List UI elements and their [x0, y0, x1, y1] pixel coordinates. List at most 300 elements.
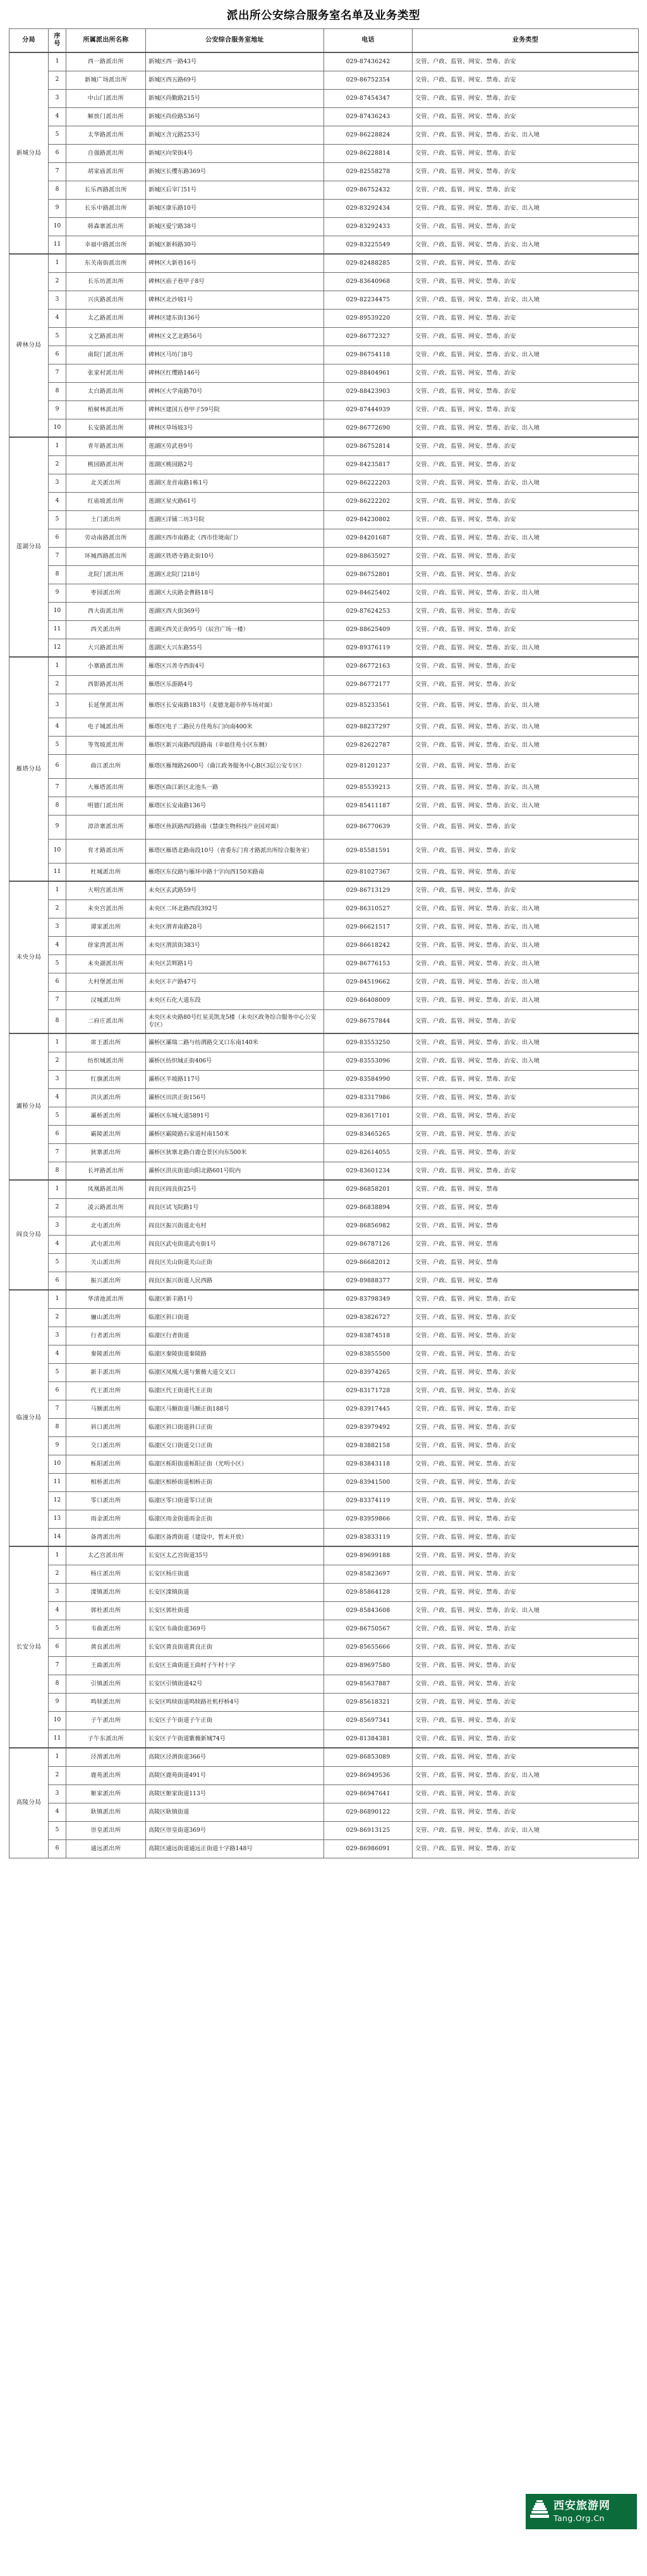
station-name-cell: 幸福中路派出所 — [66, 236, 146, 254]
address-cell: 灞桥区半坡路117号 — [146, 1070, 324, 1088]
phone-cell[interactable]: 029-86770639 — [324, 815, 413, 839]
business-type-cell: 交管、户政、监管、网安、禁毒、治安 — [413, 881, 639, 900]
table-row — [9, 364, 639, 382]
phone-cell[interactable]: 029-86858201 — [324, 1180, 413, 1198]
table-row — [9, 1473, 639, 1491]
address-cell: 碑林区文艺北路56号 — [146, 327, 324, 346]
phone-cell[interactable]: 029-87454347 — [324, 89, 413, 107]
index-cell: 8 — [49, 1675, 66, 1693]
address-cell: 临潼区栎阳街道栎阳正街（光明小区） — [146, 1455, 324, 1473]
watermark-domain: Tang.Org.Cn — [553, 2513, 605, 2523]
branch-label: 灞桥分局 — [16, 1103, 42, 1110]
phone-cell[interactable]: 029-89376119 — [324, 639, 413, 657]
business-type-cell: 交管、户政、监管、网安、禁毒、治安、出入境 — [413, 778, 639, 797]
index-cell: 5 — [49, 1107, 66, 1125]
phone-cell[interactable]: 029-86772327 — [324, 327, 413, 346]
address-cell: 未央区石化大道东段 — [146, 991, 324, 1009]
index-cell: 7 — [49, 991, 66, 1009]
phone-cell[interactable]: 029-82614055 — [324, 1143, 413, 1162]
address-cell: 雁塔区雁塔北路南段10号（省委东门育才路派出所综合服务室） — [146, 839, 324, 863]
phone-cell[interactable]: 029-83553096 — [324, 1052, 413, 1070]
table-row — [9, 718, 639, 736]
table-row — [9, 547, 639, 565]
phone-cell[interactable]: 029-84625402 — [324, 584, 413, 602]
index-cell: 3 — [49, 1070, 66, 1088]
index-cell: 2 — [49, 455, 66, 474]
station-name-cell: 秦陵派出所 — [66, 1345, 146, 1363]
index-cell: 3 — [49, 1217, 66, 1235]
address-cell: 临潼区马额街道马额正街188号 — [146, 1400, 324, 1418]
table-row — [9, 107, 639, 126]
index-cell: 13 — [49, 1510, 66, 1528]
business-type-cell: 交管、户政、监管、网安、禁毒、治安 — [413, 1345, 639, 1363]
business-type-cell: 交管、户政、监管、网安、禁毒 — [413, 1217, 639, 1235]
business-type-cell: 交管、户政、监管、网安、禁毒、治安 — [413, 1656, 639, 1675]
index-cell: 4 — [49, 718, 66, 736]
station-name-cell: 青年路派出所 — [66, 437, 146, 455]
business-type-cell: 交管、户政、监管、网安、禁毒、治安 — [413, 107, 639, 126]
address-cell: 碑林区大学南路70号 — [146, 382, 324, 400]
business-type-cell: 交管、户政、监管、网安、禁毒、治安 — [413, 1107, 639, 1125]
table-row — [9, 1033, 639, 1052]
address-cell: 未央区玄武路59号 — [146, 881, 324, 900]
phone-cell[interactable]: 029-82558278 — [324, 162, 413, 181]
business-type-cell: 交管、户政、监管、网安、禁毒、治安 — [413, 675, 639, 694]
phone-cell[interactable]: 029-88635927 — [324, 547, 413, 565]
index-cell: 4 — [49, 107, 66, 126]
table-row — [9, 474, 639, 492]
phone-cell[interactable]: 029-83640968 — [324, 272, 413, 291]
table-row — [9, 1162, 639, 1180]
column-header-branch: 分局 — [9, 29, 49, 53]
table-row — [9, 1235, 639, 1253]
index-cell: 7 — [49, 364, 66, 382]
address-cell: 长安区太乙宫街道35号 — [146, 1546, 324, 1565]
business-type-cell: 交管、户政、监管、网安、禁毒、治安 — [413, 1125, 639, 1143]
table-row — [9, 1253, 639, 1272]
table-row — [9, 1308, 639, 1327]
station-name-cell: 新城广场派出所 — [66, 71, 146, 89]
station-name-cell: 长坪路派出所 — [66, 1162, 146, 1180]
station-name-cell: 明德门派出所 — [66, 797, 146, 815]
index-cell: 2 — [49, 900, 66, 918]
business-type-cell: 交管、户政、监管、网安、禁毒、治安 — [413, 1327, 639, 1345]
business-type-cell: 交管、户政、监管、网安、禁毒、治安 — [413, 1381, 639, 1400]
index-cell: 11 — [49, 620, 66, 639]
station-name-cell: 土门派出所 — [66, 510, 146, 529]
address-cell: 新城区尚勤路215号 — [146, 89, 324, 107]
index-cell: 2 — [49, 1308, 66, 1327]
phone-cell[interactable]: 029-85864128 — [324, 1583, 413, 1601]
table-row — [9, 1125, 639, 1143]
phone-cell[interactable]: 029-85823697 — [324, 1565, 413, 1583]
index-cell: 10 — [49, 602, 66, 620]
index-cell: 7 — [49, 1656, 66, 1675]
address-cell: 未央区未央路80号红星美凯龙5楼（未央区政务综合服务中心公安专区） — [146, 1009, 324, 1033]
phone-cell[interactable]: 029-85411187 — [324, 797, 413, 815]
phone-cell[interactable]: 029-85233561 — [324, 694, 413, 718]
table-row — [9, 1009, 639, 1033]
table-row — [9, 1601, 639, 1620]
table-row — [9, 736, 639, 754]
phone-cell[interactable]: 029-86750567 — [324, 1620, 413, 1638]
business-type-cell: 交管、户政、监管、网安、禁毒、治安 — [413, 1620, 639, 1638]
address-cell: 碑林区庙子巷甲子8号 — [146, 272, 324, 291]
station-name-cell: 电子城派出所 — [66, 718, 146, 736]
table-row — [9, 1381, 639, 1400]
index-cell: 8 — [49, 1162, 66, 1180]
station-name-cell: 振兴派出所 — [66, 1272, 146, 1290]
address-cell: 灞桥区田洪正街156号 — [146, 1088, 324, 1107]
table-row — [9, 900, 639, 918]
table-row — [9, 1363, 639, 1381]
table-body — [9, 52, 639, 1858]
business-type-cell: 交管、户政、监管、网安、禁毒、治安 — [413, 510, 639, 529]
table-row — [9, 1107, 639, 1125]
phone-cell[interactable]: 029-85637887 — [324, 1675, 413, 1693]
address-cell: 雁塔区雁翔路2600号（曲江政务服务中心B区3层公安专区） — [146, 754, 324, 778]
station-name-cell: 大雁塔派出所 — [66, 778, 146, 797]
station-name-cell: 子午东派出所 — [66, 1730, 146, 1748]
station-name-cell: 姬家派出所 — [66, 1785, 146, 1803]
address-cell: 临潼区凤凰大道与紫薇大道交叉口 — [146, 1363, 324, 1381]
phone-cell[interactable]: 029-84230802 — [324, 510, 413, 529]
business-type-cell: 交管、户政、监管、网安、禁毒、治安、出入境 — [413, 718, 639, 736]
business-type-cell: 交管、户政、监管、网安、禁毒、治安、出入境 — [413, 419, 639, 437]
phone-cell[interactable]: 029-89699188 — [324, 1546, 413, 1565]
address-cell: 阎良区关山街道关山正街 — [146, 1253, 324, 1272]
table-row — [9, 1290, 639, 1308]
phone-cell[interactable]: 029-83833119 — [324, 1528, 413, 1546]
business-type-cell: 交管、户政、监管、网安、禁毒、治安 — [413, 620, 639, 639]
column-header-station: 所属派出所名称 — [66, 29, 146, 53]
business-type-cell: 交管、户政、监管、网安、禁毒、治安 — [413, 1400, 639, 1418]
station-name-cell: 西大街派出所 — [66, 602, 146, 620]
station-name-cell: 文艺路派出所 — [66, 327, 146, 346]
business-type-cell: 交管、户政、监管、网安、禁毒、治安、出入境 — [413, 291, 639, 309]
table-row — [9, 1785, 639, 1803]
business-type-cell: 交管、户政、监管、网安、禁毒、治安 — [413, 815, 639, 839]
table-row — [9, 1528, 639, 1546]
phone-cell[interactable]: 029-86752814 — [324, 437, 413, 455]
address-cell: 雁塔区鱼跃路西段路南（慧康生物科技产业园对面） — [146, 815, 324, 839]
address-cell: 临潼区行者街道 — [146, 1327, 324, 1345]
phone-cell[interactable]: 029-85539213 — [324, 778, 413, 797]
phone-cell[interactable]: 029-83941500 — [324, 1473, 413, 1491]
address-cell: 长安区滦镇街道 — [146, 1583, 324, 1601]
branch-cell — [9, 881, 49, 1033]
phone-cell[interactable]: 029-86682012 — [324, 1253, 413, 1272]
phone-cell[interactable]: 029-86618242 — [324, 936, 413, 954]
station-name-cell: 太华路派出所 — [66, 126, 146, 144]
phone-cell[interactable]: 029-88237297 — [324, 718, 413, 736]
phone-cell[interactable]: 029-86228824 — [324, 126, 413, 144]
phone-cell[interactable]: 029-89539220 — [324, 309, 413, 327]
business-type-cell: 交管、户政、监管、网安、禁毒、治安 — [413, 217, 639, 236]
address-cell: 高陵区姬家街道113号 — [146, 1785, 324, 1803]
station-name-cell: 雨金派出所 — [66, 1510, 146, 1528]
table-row — [9, 199, 639, 217]
phone-cell[interactable]: 029-86228814 — [324, 144, 413, 162]
station-name-cell: 汉城派出所 — [66, 991, 146, 1009]
index-cell: 12 — [49, 1491, 66, 1510]
station-name-cell: 泾渭派出所 — [66, 1748, 146, 1766]
phone-cell[interactable]: 029-86838894 — [324, 1198, 413, 1217]
phone-cell[interactable]: 029-83465265 — [324, 1125, 413, 1143]
phone-cell[interactable]: 029-86856982 — [324, 1217, 413, 1235]
address-cell: 临潼区代王街道代王正街 — [146, 1381, 324, 1400]
phone-cell[interactable]: 029-86752354 — [324, 71, 413, 89]
phone-cell[interactable]: 029-86757844 — [324, 1009, 413, 1033]
phone-cell[interactable]: 029-86310527 — [324, 900, 413, 918]
address-cell: 灞桥区纺织城正街406号 — [146, 1052, 324, 1070]
phone-cell[interactable]: 029-82234475 — [324, 291, 413, 309]
phone-cell[interactable]: 029-83171728 — [324, 1381, 413, 1400]
phone-cell[interactable]: 029-83292433 — [324, 217, 413, 236]
table-row — [9, 346, 639, 364]
index-cell: 9 — [49, 1693, 66, 1711]
index-cell: 3 — [49, 918, 66, 936]
phone-cell[interactable]: 029-83601234 — [324, 1162, 413, 1180]
phone-cell[interactable]: 029-84235817 — [324, 455, 413, 474]
branch-label: 阎良分局 — [16, 1231, 42, 1239]
station-name-cell: 枣园派出所 — [66, 584, 146, 602]
index-cell: 5 — [49, 1821, 66, 1839]
table-row — [9, 1198, 639, 1217]
phone-cell[interactable]: 029-86890122 — [324, 1803, 413, 1821]
business-type-cell: 交管、户政、监管、网安、禁毒、治安 — [413, 1455, 639, 1473]
phone-cell[interactable]: 029-89888377 — [324, 1272, 413, 1290]
phone-cell[interactable]: 029-83974265 — [324, 1363, 413, 1381]
branch-cell — [9, 52, 49, 254]
business-type-cell: 交管、户政、监管、网安、禁毒、治安 — [413, 863, 639, 881]
table-row — [9, 52, 639, 71]
phone-cell[interactable]: 029-85655666 — [324, 1638, 413, 1656]
column-header-phone: 电话 — [324, 29, 413, 53]
phone-cell[interactable]: 029-86776153 — [324, 954, 413, 973]
index-cell: 3 — [49, 291, 66, 309]
phone-cell[interactable]: 029-83584990 — [324, 1070, 413, 1088]
branch-cell — [9, 1290, 49, 1546]
phone-cell[interactable]: 029-83225549 — [324, 236, 413, 254]
table-header-row — [9, 29, 639, 53]
station-name-cell: 黄良派出所 — [66, 1638, 146, 1656]
phone-cell[interactable]: 029-87444939 — [324, 400, 413, 419]
phone-cell[interactable]: 029-83292434 — [324, 199, 413, 217]
phone-cell[interactable]: 029-83843118 — [324, 1455, 413, 1473]
station-name-cell: 引镇派出所 — [66, 1675, 146, 1693]
station-name-cell: 韦曲派出所 — [66, 1620, 146, 1638]
station-name-cell: 中山门派出所 — [66, 89, 146, 107]
phone-cell[interactable]: 029-83826727 — [324, 1308, 413, 1327]
phone-cell[interactable]: 029-83617101 — [324, 1107, 413, 1125]
phone-cell[interactable]: 029-86222202 — [324, 492, 413, 510]
business-type-cell: 交管、户政、监管、网安、禁毒、治安、出入境 — [413, 991, 639, 1009]
phone-cell[interactable]: 029-86949536 — [324, 1766, 413, 1785]
phone-cell[interactable]: 029-84519662 — [324, 973, 413, 991]
business-type-cell: 交管、户政、监管、网安、禁毒、治安 — [413, 254, 639, 272]
table-row — [9, 1730, 639, 1748]
phone-cell[interactable]: 029-86222203 — [324, 474, 413, 492]
address-cell: 新城区爱宁路38号 — [146, 217, 324, 236]
station-name-cell: 西影路派出所 — [66, 675, 146, 694]
address-cell: 阎良区阎良街25号 — [146, 1180, 324, 1198]
phone-cell[interactable]: 029-83855500 — [324, 1345, 413, 1363]
phone-cell[interactable]: 029-88423903 — [324, 382, 413, 400]
branch-cell — [9, 254, 49, 437]
phone-cell[interactable]: 029-83374119 — [324, 1491, 413, 1510]
business-type-cell: 交管、户政、监管、网安、禁毒、治安 — [413, 327, 639, 346]
phone-cell[interactable]: 029-86772163 — [324, 657, 413, 675]
phone-cell[interactable]: 029-86986091 — [324, 1839, 413, 1858]
phone-cell[interactable]: 029-85618321 — [324, 1693, 413, 1711]
phone-cell[interactable]: 029-84201687 — [324, 529, 413, 547]
business-type-cell: 交管、户政、监管、网安、禁毒、治安 — [413, 309, 639, 327]
index-cell: 5 — [49, 510, 66, 529]
index-cell: 10 — [49, 839, 66, 863]
index-cell: 6 — [49, 346, 66, 364]
phone-cell[interactable]: 029-85697341 — [324, 1711, 413, 1730]
branch-cell — [9, 437, 49, 657]
phone-cell[interactable]: 029-86772177 — [324, 675, 413, 694]
index-cell: 6 — [49, 529, 66, 547]
station-name-cell: 霸陵派出所 — [66, 1125, 146, 1143]
phone-cell[interactable]: 029-83553250 — [324, 1033, 413, 1052]
phone-cell[interactable]: 029-82488285 — [324, 254, 413, 272]
phone-cell[interactable]: 029-85581591 — [324, 839, 413, 863]
station-name-cell: 太乙宫派出所 — [66, 1546, 146, 1565]
phone-cell[interactable]: 029-81384381 — [324, 1730, 413, 1748]
phone-cell[interactable]: 029-85843608 — [324, 1601, 413, 1620]
phone-cell[interactable]: 029-81027367 — [324, 863, 413, 881]
phone-cell[interactable]: 029-81201237 — [324, 754, 413, 778]
address-cell: 碑林区红缨路146号 — [146, 364, 324, 382]
table-row — [9, 217, 639, 236]
index-cell: 3 — [49, 1785, 66, 1803]
business-type-cell: 交管、户政、监管、网安、禁毒、治安 — [413, 657, 639, 675]
business-type-cell: 交管、户政、监管、网安、禁毒、治安、出入境 — [413, 736, 639, 754]
table-row — [9, 694, 639, 718]
phone-cell[interactable]: 029-87436242 — [324, 52, 413, 71]
index-cell: 11 — [49, 1473, 66, 1491]
address-cell: 临潼区雨金街道雨金正街 — [146, 1510, 324, 1528]
table-row — [9, 492, 639, 510]
column-header-address: 公安综合服务室地址 — [146, 29, 324, 53]
table-row — [9, 162, 639, 181]
address-cell: 灞桥区灞瑞二路与纺渭路交叉口东南140米 — [146, 1033, 324, 1052]
address-cell: 莲湖区西市南路北（西市佳境南门） — [146, 529, 324, 547]
phone-cell[interactable]: 029-87624253 — [324, 602, 413, 620]
address-cell: 未央区丰产路47号 — [146, 973, 324, 991]
phone-cell[interactable]: 029-86754118 — [324, 346, 413, 364]
address-cell: 新城区含元路253号 — [146, 126, 324, 144]
index-cell: 9 — [49, 815, 66, 839]
index-cell: 4 — [49, 936, 66, 954]
station-name-cell: 西关派出所 — [66, 620, 146, 639]
phone-cell[interactable]: 029-83882158 — [324, 1436, 413, 1455]
phone-cell[interactable]: 029-88404961 — [324, 364, 413, 382]
station-name-cell: 席王派出所 — [66, 1033, 146, 1052]
address-cell: 雁塔区长安南路183号（麦德龙超市停车场对面） — [146, 694, 324, 718]
station-name-cell: 西一路派出所 — [66, 52, 146, 71]
phone-cell[interactable]: 029-86787126 — [324, 1235, 413, 1253]
phone-cell[interactable]: 029-86752432 — [324, 181, 413, 199]
address-cell: 新城区向荣街4号 — [146, 144, 324, 162]
index-cell: 1 — [49, 52, 66, 71]
phone-cell[interactable]: 029-86752801 — [324, 565, 413, 584]
index-cell: 4 — [49, 1803, 66, 1821]
phone-cell[interactable]: 029-83959866 — [324, 1510, 413, 1528]
branch-cell — [9, 1748, 49, 1858]
index-cell: 1 — [49, 1180, 66, 1198]
address-cell: 长安区杨庄街道 — [146, 1565, 324, 1583]
business-type-cell: 交管、户政、监管、网安、禁毒、治安 — [413, 144, 639, 162]
phone-cell[interactable]: 029-83798349 — [324, 1290, 413, 1308]
phone-cell[interactable]: 029-83979492 — [324, 1418, 413, 1436]
table-row — [9, 1272, 639, 1290]
phone-cell[interactable]: 029-86947641 — [324, 1785, 413, 1803]
address-cell: 碑林区大新巷16号 — [146, 254, 324, 272]
index-cell: 6 — [49, 144, 66, 162]
table-row — [9, 89, 639, 107]
table-row — [9, 181, 639, 199]
table-row — [9, 1583, 639, 1601]
business-type-cell: 交管、户政、监管、网安、禁毒、治安 — [413, 1546, 639, 1565]
station-name-cell: 兴庆路派出所 — [66, 291, 146, 309]
address-cell: 新城区西一路43号 — [146, 52, 324, 71]
station-name-cell: 马额派出所 — [66, 1400, 146, 1418]
business-type-cell: 交管、户政、监管、网安、禁毒 — [413, 1235, 639, 1253]
business-type-cell: 交管、户政、监管、网安、禁毒、治安、出入境 — [413, 474, 639, 492]
phone-cell[interactable]: 029-83874518 — [324, 1327, 413, 1345]
address-cell: 碑林区草场坡3号 — [146, 419, 324, 437]
phone-cell[interactable]: 029-86621517 — [324, 918, 413, 936]
table-row — [9, 71, 639, 89]
phone-cell[interactable]: 029-89697580 — [324, 1656, 413, 1675]
index-cell: 5 — [49, 954, 66, 973]
address-cell: 雁塔区新兴南路西段路南（幸福佳苑小区东侧） — [146, 736, 324, 754]
business-type-cell: 交管、户政、监管、网安、禁毒、治安 — [413, 400, 639, 419]
index-cell: 4 — [49, 1601, 66, 1620]
phone-cell[interactable]: 029-87436243 — [324, 107, 413, 126]
phone-cell[interactable]: 029-83917445 — [324, 1400, 413, 1418]
phone-cell[interactable]: 029-86913125 — [324, 1821, 413, 1839]
index-cell: 1 — [49, 1033, 66, 1052]
phone-cell[interactable]: 029-86713129 — [324, 881, 413, 900]
address-cell: 新城区新科路30号 — [146, 236, 324, 254]
address-cell: 雁塔区兴善寺西街4号 — [146, 657, 324, 675]
table-row — [9, 973, 639, 991]
business-type-cell: 交管、户政、监管、网安、禁毒、治安 — [413, 1143, 639, 1162]
index-cell: 1 — [49, 1546, 66, 1565]
business-type-cell: 交管、户政、监管、网安、禁毒、治安 — [413, 272, 639, 291]
phone-cell[interactable]: 029-88625409 — [324, 620, 413, 639]
phone-cell[interactable]: 029-86772690 — [324, 419, 413, 437]
phone-cell[interactable]: 029-83317986 — [324, 1088, 413, 1107]
address-cell: 莲湖区劳武巷9号 — [146, 437, 324, 455]
business-type-cell: 交管、户政、监管、网安、禁毒、治安 — [413, 1803, 639, 1821]
station-name-cell: 解放门派出所 — [66, 107, 146, 126]
phone-cell[interactable]: 029-86408009 — [324, 991, 413, 1009]
station-name-cell: 通远派出所 — [66, 1839, 146, 1858]
phone-cell[interactable]: 029-82622787 — [324, 736, 413, 754]
station-name-cell: 大兴路派出所 — [66, 639, 146, 657]
table-row — [9, 1839, 639, 1858]
index-cell: 2 — [49, 1565, 66, 1583]
station-name-cell: 南院门派出所 — [66, 346, 146, 364]
phone-cell[interactable]: 029-86853089 — [324, 1748, 413, 1766]
address-cell: 新城区后宰门51号 — [146, 181, 324, 199]
